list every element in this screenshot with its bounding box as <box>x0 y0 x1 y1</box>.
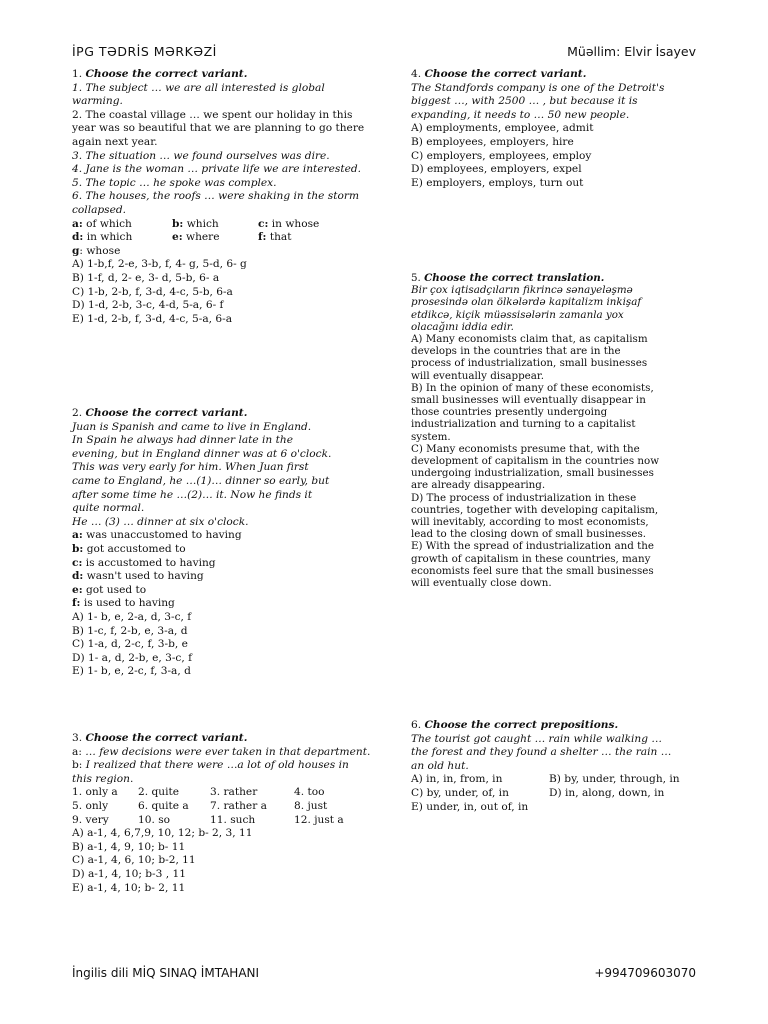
option-row <box>72 218 372 232</box>
option-item: e: where <box>172 231 220 244</box>
text-line: quite normal. <box>72 502 145 515</box>
question-3-heading <box>72 732 372 746</box>
answer-choice[interactable]: A) Many economists claim that, as capitalism develops in the countries that are in the process of industrialization, small businesses will eventually disappear. <box>411 333 648 382</box>
answer-choice[interactable]: E) employers, employs, turn out <box>411 176 584 189</box>
answer-choice[interactable]: B) by, under, through, in <box>549 773 680 786</box>
option-item: b: got accustomed to <box>72 542 186 555</box>
sentence: 6. The houses, the roofs … were shaking in the storm collapsed. <box>72 190 359 216</box>
word-option: 3. rather <box>210 786 258 799</box>
option-item: c: is accustomed to having <box>72 556 216 569</box>
option-item: d: in which <box>72 231 133 244</box>
phone-number: +994709603070 <box>594 966 696 980</box>
answer-choice[interactable]: B) employees, employers, hire <box>411 135 574 148</box>
question-title: Choose the correct variant. <box>85 732 248 744</box>
word-option: 8. just <box>294 799 328 812</box>
answer-choice[interactable]: D) in, along, down, in <box>549 786 665 799</box>
option-item: g: whose <box>72 244 121 257</box>
answer-choice[interactable]: D) 1- a, d, 2-b, e, 3-c, f <box>72 651 192 664</box>
text-line: biggest …, with 2500 … , but because it is <box>411 95 638 108</box>
answer-choice[interactable]: C) by, under, of, in <box>411 786 509 799</box>
question-3 <box>72 732 372 895</box>
school-name: İPG TƏDRİS MƏRKƏZİ <box>72 44 217 59</box>
question-number: 6. <box>411 719 425 731</box>
answer-row <box>411 773 711 787</box>
answer-choice[interactable]: A) 1- b, e, 2-a, d, 3-c, f <box>72 610 192 623</box>
sentence-b: b: I realized that there were …a lot of old houses in this region. <box>72 759 349 785</box>
question-title: Choose the correct variant. <box>85 407 248 419</box>
answer-choice[interactable]: E) With the spread of industrialization and the growth of capitalism in these countries, many economists feel sure that the small businesses will eventually close down. <box>411 540 654 590</box>
option-item: e: got used to <box>72 583 147 596</box>
answer-choice[interactable]: A) 1-b,f, 2-e, 3-b, f, 4- g, 5-d, 6- g <box>72 258 247 271</box>
answer-choice[interactable]: B) In the opinion of many of these economists, small businesses will eventually disappear in those countries presently undergoing industrialization and turning to a capitalist system. <box>411 381 654 443</box>
question-1 <box>72 68 372 326</box>
option-item: c: in whose <box>258 217 320 230</box>
answer-choice[interactable]: A) in, in, from, in <box>411 773 503 786</box>
word-option: 10. so <box>138 813 171 826</box>
answer-choice[interactable]: C) employers, employees, employ <box>411 149 592 162</box>
word-option: 12. just a <box>294 813 344 826</box>
text-line: expanding, it needs to … 50 new people. <box>411 108 630 121</box>
sentence: 1. The subject … we are all interested is global warming. <box>72 81 325 108</box>
text-line: In Spain he always had dinner late in the <box>72 434 293 447</box>
answer-choice[interactable]: C) 1-b, 2-b, f, 3-d, 4-c, 5-b, 6-a <box>72 285 233 298</box>
text-line: olacağını iddia edir. <box>411 320 514 333</box>
word-row <box>72 800 372 814</box>
word-row <box>72 786 372 800</box>
word-option: 2. quite <box>138 786 179 799</box>
answer-choice[interactable]: A) a-1, 4, 6,7,9, 10, 12; b- 2, 3, 11 <box>72 827 253 840</box>
option-item: a: of which <box>72 217 132 230</box>
word-option: 4. too <box>294 786 325 799</box>
question-5 <box>411 272 711 589</box>
text-line: This was very early for him. When Juan first <box>72 461 309 474</box>
sentence: 5. The topic … he spoke was complex. <box>72 176 277 189</box>
text-line: The tourist got caught … rain while walking … <box>411 732 662 745</box>
sentence: 4. Jane is the woman … private life we are interested. <box>72 163 362 176</box>
question-4-heading <box>411 68 711 82</box>
text-line: the forest and they found a shelter … the rain … <box>411 746 672 759</box>
word-option: 11. such <box>210 813 256 826</box>
question-5-heading <box>411 272 711 284</box>
text-line: prosesində olan ölkələrdə kapitalizm inkişaf <box>411 296 642 309</box>
word-option: 7. rather a <box>210 799 267 812</box>
text-line: came to England, he …(1)… dinner so early, but <box>72 474 330 487</box>
exam-title: İngilis dili MİQ SINAQ İMTAHANI <box>72 966 260 980</box>
question-1-heading <box>72 68 372 82</box>
answer-choice[interactable]: E) a-1, 4, 10; b- 2, 11 <box>72 881 186 894</box>
option-row <box>72 231 372 245</box>
answer-choice[interactable]: E) 1- b, e, 2-c, f, 3-a, d <box>72 665 191 678</box>
answer-row <box>411 787 711 801</box>
question-number: 3. <box>72 732 86 744</box>
question-number: 5. <box>411 272 425 284</box>
word-option: 9. very <box>72 813 109 826</box>
option-item: d: wasn't used to having <box>72 570 204 583</box>
question-title: Choose the correct variant. <box>85 68 248 80</box>
text-line: He … (3) … dinner at six o'clock. <box>72 515 249 528</box>
answer-choice[interactable]: E) 1-d, 2-b, f, 3-d, 4-c, 5-a, 6-a <box>72 312 233 325</box>
answer-choice[interactable]: D) employees, employers, expel <box>411 163 582 176</box>
answer-row <box>411 801 711 815</box>
question-title: Choose the correct translation. <box>424 272 605 284</box>
answer-choice[interactable]: B) a-1, 4, 9, 10; b- 11 <box>72 840 186 853</box>
question-6 <box>411 719 711 814</box>
sentence-a: a: … few decisions were ever taken in that department. <box>72 745 371 758</box>
text-line: The Standfords company is one of the Detroit's <box>411 81 665 94</box>
text-line: after some time he …(2)… it. Now he finds it <box>72 488 313 501</box>
answer-choice[interactable]: C) a-1, 4, 6, 10; b-2, 11 <box>72 854 196 867</box>
answer-choice[interactable]: D) The process of industrialization in these countries, together with developing capitalism, will inevitably, according to most economists, lead to the closing down of small businesses. <box>411 491 659 541</box>
word-option: 6. quite a <box>138 799 189 812</box>
question-2-heading <box>72 407 372 421</box>
question-6-heading <box>411 719 711 733</box>
answer-choice[interactable]: C) Many economists presume that, with the development of capitalism in the countries now undergoing industrialization, small businesses are already disappearing. <box>411 442 660 492</box>
answer-choice[interactable]: D) 1-d, 2-b, 3-c, 4-d, 5-a, 6- f <box>72 299 224 312</box>
answer-choice[interactable]: A) employments, employee, admit <box>411 122 594 135</box>
option-item: a: was unaccustomed to having <box>72 529 242 542</box>
text-line: etdikcə, kiçik müəssisələrin zamanla yox <box>411 308 624 321</box>
word-option: 1. only a <box>72 786 118 799</box>
question-number: 2. <box>72 407 86 419</box>
text-line: Bir çox iqtisadçıların fikrincə sənayeləşmə <box>411 284 633 297</box>
sentence: 2. The coastal village … we spent our holiday in this year was so beautiful that we are planning to go there again next year. <box>72 108 365 148</box>
answer-choice[interactable]: E) under, in, out of, in <box>411 800 529 813</box>
option-item: b: which <box>172 217 219 230</box>
option-item: f: that <box>258 231 292 244</box>
text-line: an old hut. <box>411 759 469 772</box>
teacher-name: Müəllim: Elvir İsayev <box>567 44 696 59</box>
question-number: 4. <box>411 68 425 80</box>
question-2 <box>72 407 372 679</box>
text-line: Juan is Spanish and came to live in England. <box>72 420 312 433</box>
question-title: Choose the correct prepositions. <box>424 719 619 731</box>
word-option: 5. only <box>72 799 109 812</box>
word-row <box>72 814 372 828</box>
answer-choice[interactable]: C) 1-a, d, 2-c, f, 3-b, e <box>72 638 188 651</box>
question-title: Choose the correct variant. <box>424 68 587 80</box>
question-number: 1. <box>72 68 86 80</box>
text-line: evening, but in England dinner was at 6 o'clock. <box>72 447 332 460</box>
answer-choice[interactable]: B) 1-f, d, 2- e, 3- d, 5-b, 6- a <box>72 271 220 284</box>
answer-choice[interactable]: B) 1-c, f, 2-b, e, 3-a, d <box>72 624 188 637</box>
sentence: 3. The situation … we found ourselves was dire. <box>72 149 330 162</box>
option-item: f: is used to having <box>72 597 175 610</box>
question-4 <box>411 68 711 190</box>
answer-choice[interactable]: D) a-1, 4, 10; b-3 , 11 <box>72 867 186 880</box>
